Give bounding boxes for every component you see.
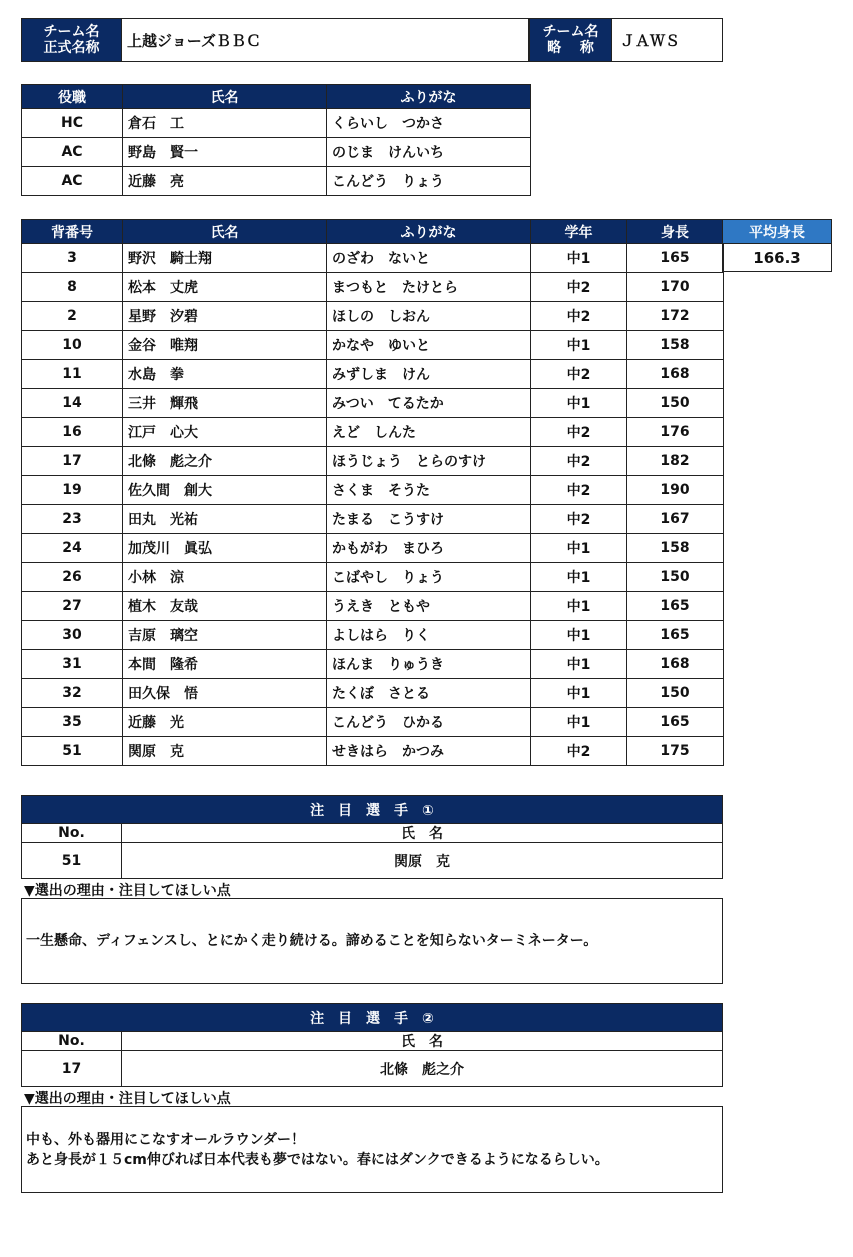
player-grade: 中1 [531,563,627,592]
featured-1-name: 関原 克 [121,842,723,879]
player-grade: 中1 [531,679,627,708]
player-grade: 中1 [531,244,627,273]
player-row [22,331,724,360]
featured-1-reason-label: ▼選出の理由・注目してほしい点 [24,883,231,899]
featured-2-title: 注 目 選 手 ② [21,1003,723,1032]
player-number: 26 [22,563,123,592]
player-number: 30 [22,621,123,650]
avg-height-value: 166.3 [722,243,832,272]
player-name: 金谷 唯翔 [123,331,327,360]
player-height: 150 [627,679,724,708]
player-height: 150 [627,389,724,418]
player-grade: 中2 [531,476,627,505]
player-header-number: 背番号 [22,220,123,244]
player-number: 11 [22,360,123,389]
player-grade: 中1 [531,331,627,360]
player-height: 158 [627,534,724,563]
player-row [22,244,724,273]
player-name: 吉原 璃空 [123,621,327,650]
player-name: 佐久間 創大 [123,476,327,505]
player-number: 19 [22,476,123,505]
player-row [22,476,724,505]
staff-kana: こんどう りょう [327,167,531,196]
staff-name: 野島 賢一 [123,138,327,167]
player-grade: 中1 [531,534,627,563]
team-abbr: ＪＡＷＳ [611,18,723,62]
player-number: 2 [22,302,123,331]
player-row [22,650,724,679]
player-table [21,219,724,766]
featured-1-reason-line: 一生懸命、ディフェンスし、とにかく走り続ける。諦めることを知らないターミネーター。 [26,933,598,949]
player-row [22,534,724,563]
featured-1-no: 51 [21,842,122,879]
team-name-label: チーム名 正式名称 [21,18,122,62]
player-row [22,592,724,621]
player-grade: 中2 [531,737,627,766]
player-grade: 中1 [531,650,627,679]
player-grade: 中2 [531,447,627,476]
player-name: 三井 輝飛 [123,389,327,418]
player-row [22,302,724,331]
player-row [22,621,724,650]
player-row [22,563,724,592]
player-grade: 中2 [531,273,627,302]
player-kana: かもがわ まひろ [327,534,531,563]
staff-header-role: 役職 [22,85,123,109]
staff-header-row [22,85,531,109]
player-name: 近藤 光 [123,708,327,737]
player-header-grade: 学年 [531,220,627,244]
player-kana: まつもと たけとら [327,273,531,302]
player-height: 165 [627,708,724,737]
player-kana: たくぼ さとる [327,679,531,708]
featured-1-name-label: 氏 名 [121,823,723,843]
player-height: 167 [627,505,724,534]
player-kana: よしはら りく [327,621,531,650]
featured-2-no-label: No. [21,1031,122,1051]
player-name: 松本 丈虎 [123,273,327,302]
player-kana: こばやし りょう [327,563,531,592]
player-height: 165 [627,244,724,273]
staff-header-name: 氏名 [123,85,327,109]
featured-2-name-label: 氏 名 [121,1031,723,1051]
player-height: 175 [627,737,724,766]
player-number: 10 [22,331,123,360]
featured-1-title: 注 目 選 手 ① [21,795,723,824]
player-grade: 中1 [531,621,627,650]
featured-2-no: 17 [21,1050,122,1087]
player-height: 170 [627,273,724,302]
player-kana: こんどう ひかる [327,708,531,737]
player-kana: えど しんた [327,418,531,447]
player-row [22,737,724,766]
player-header-row [22,220,724,244]
player-number: 17 [22,447,123,476]
player-name: 本間 隆希 [123,650,327,679]
team-official-name: 上越ジョーズＢＢＣ [121,18,529,62]
player-grade: 中1 [531,592,627,621]
player-number: 32 [22,679,123,708]
player-row [22,505,724,534]
player-kana: みつい てるたか [327,389,531,418]
featured-2-reason-box [21,1106,723,1193]
featured-2-reason-line: 中も、外も器用にこなすオールラウンダー！ [26,1131,306,1148]
staff-kana: のじま けんいち [327,138,531,167]
player-height: 172 [627,302,724,331]
player-number: 51 [22,737,123,766]
player-name: 江戸 心大 [123,418,327,447]
featured-1-no-label: No. [21,823,122,843]
player-kana: ほうじょう とらのすけ [327,447,531,476]
player-kana: ほしの しおん [327,302,531,331]
featured-2-reason-label: ▼選出の理由・注目してほしい点 [24,1091,231,1107]
player-grade: 中1 [531,389,627,418]
player-grade: 中2 [531,360,627,389]
player-kana: うえき ともや [327,592,531,621]
player-name: 植木 友哉 [123,592,327,621]
player-row [22,389,724,418]
player-grade: 中2 [531,505,627,534]
player-kana: たまる こうすけ [327,505,531,534]
player-height: 182 [627,447,724,476]
player-row [22,360,724,389]
player-number: 24 [22,534,123,563]
player-number: 23 [22,505,123,534]
player-height: 165 [627,592,724,621]
staff-name: 近藤 亮 [123,167,327,196]
staff-row [22,109,531,138]
staff-role: AC [22,167,123,196]
player-kana: かなや ゆいと [327,331,531,360]
player-height: 176 [627,418,724,447]
player-number: 27 [22,592,123,621]
player-number: 8 [22,273,123,302]
player-number: 14 [22,389,123,418]
staff-kana: くらいし つかさ [327,109,531,138]
staff-role: HC [22,109,123,138]
player-row [22,418,724,447]
featured-1-reason-box [21,898,723,984]
player-kana: のざわ ないと [327,244,531,273]
staff-row [22,138,531,167]
player-name: 野沢 騎士翔 [123,244,327,273]
player-kana: せきはら かつみ [327,737,531,766]
staff-name: 倉石 工 [123,109,327,138]
featured-2-reason-line: あと身長が１５cm伸びれば日本代表も夢ではない。春にはダンクできるようになるらしい。 [26,1151,609,1168]
avg-height-label: 平均身長 [722,219,832,244]
player-row [22,273,724,302]
player-number: 3 [22,244,123,273]
player-grade: 中1 [531,708,627,737]
player-name: 加茂川 眞弘 [123,534,327,563]
staff-role: AC [22,138,123,167]
player-height: 168 [627,650,724,679]
player-header-height: 身長 [627,220,724,244]
player-header-kana: ふりがな [327,220,531,244]
player-header-name: 氏名 [123,220,327,244]
player-number: 31 [22,650,123,679]
player-name: 星野 汐碧 [123,302,327,331]
player-name: 水島 拳 [123,360,327,389]
player-name: 関原 克 [123,737,327,766]
player-grade: 中2 [531,302,627,331]
player-height: 165 [627,621,724,650]
player-name: 北條 彪之介 [123,447,327,476]
player-row [22,708,724,737]
player-name: 小林 涼 [123,563,327,592]
staff-row [22,167,531,196]
staff-header-kana: ふりがな [327,85,531,109]
staff-table [21,84,531,196]
player-kana: ほんま りゅうき [327,650,531,679]
player-row [22,679,724,708]
team-abbr-label: チーム名 略 称 [529,18,612,62]
player-grade: 中2 [531,418,627,447]
featured-2-name: 北條 彪之介 [121,1050,723,1087]
player-name: 田丸 光祐 [123,505,327,534]
player-height: 158 [627,331,724,360]
player-name: 田久保 悟 [123,679,327,708]
player-height: 190 [627,476,724,505]
player-number: 35 [22,708,123,737]
player-row [22,447,724,476]
player-kana: さくま そうた [327,476,531,505]
player-height: 168 [627,360,724,389]
player-number: 16 [22,418,123,447]
player-height: 150 [627,563,724,592]
player-kana: みずしま けん [327,360,531,389]
